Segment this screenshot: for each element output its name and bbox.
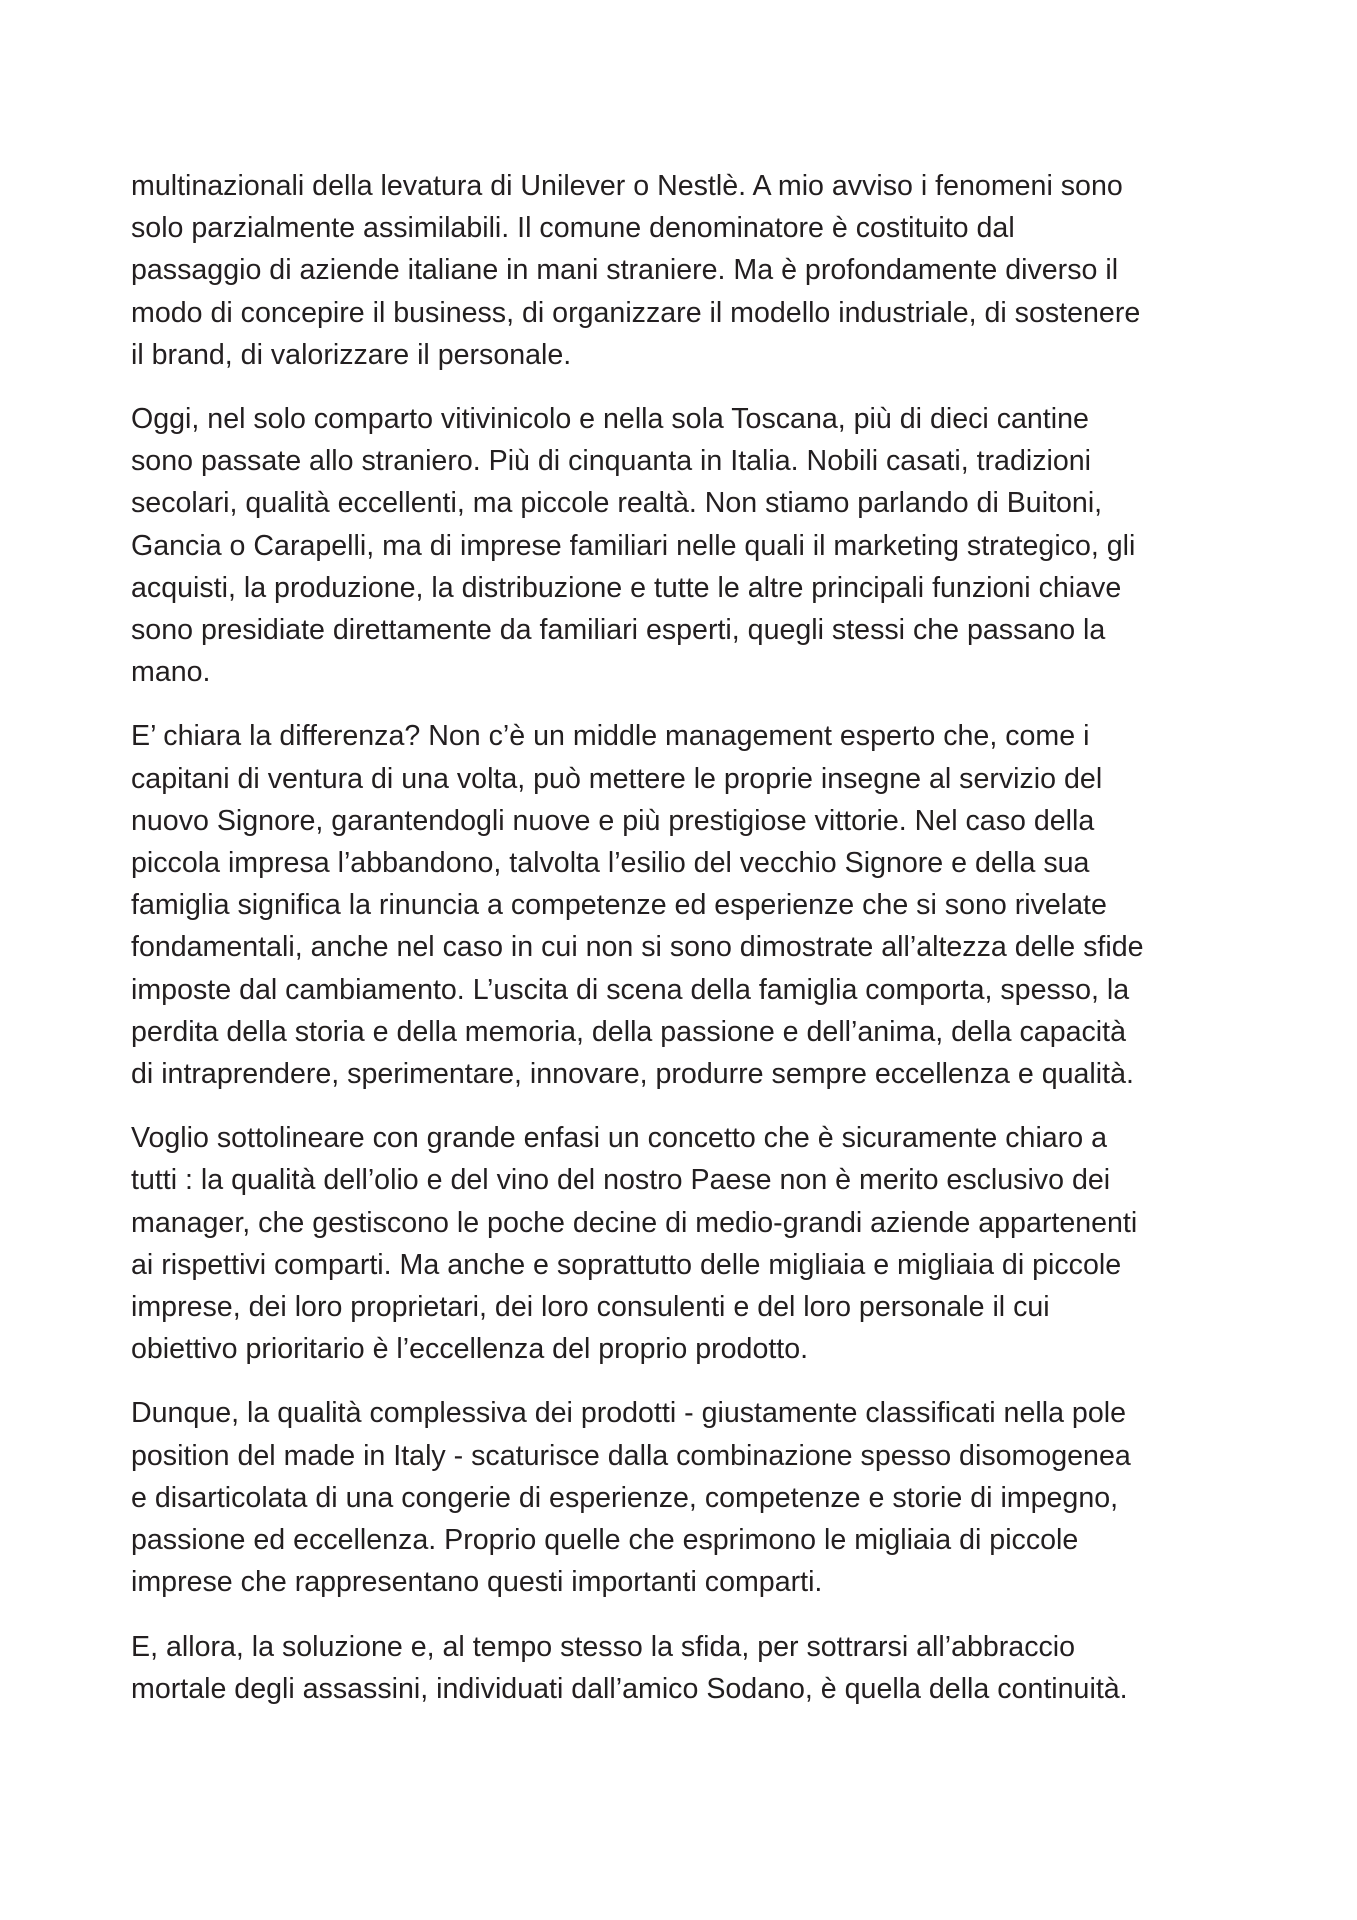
text-line: passaggio di aziende italiane in mani straniere. Ma è profondamente diverso il <box>131 254 1119 287</box>
text-line: Dunque, la qualità complessiva dei prodotti - giustamente classificati nella pole <box>131 1397 1126 1430</box>
paragraph-5 <box>131 1392 1241 1603</box>
paragraph-3 <box>131 715 1241 1095</box>
text-line: mortale degli assassini, individuati dall’amico Sodano, è quella della continuità. <box>131 1672 1128 1705</box>
text-line: modo di concepire il business, di organizzare il modello industriale, di sostenere <box>131 296 1141 329</box>
text-line: multinazionali della levatura di Unilever o Nestlè. A mio avviso i fenomeni sono <box>131 170 1123 202</box>
text-line: piccola impresa l’abbandono, talvolta l’esilio del vecchio Signore e della sua <box>131 847 1090 880</box>
paragraph-6 <box>131 1626 1241 1710</box>
text-line: imprese che rappresentano questi importanti comparti. <box>131 1566 823 1599</box>
text-line: solo parzialmente assimilabili. Il comune denominatore è costituito dal <box>131 212 1015 245</box>
text-line: manager, che gestiscono le poche decine di medio-grandi aziende appartenenti <box>131 1206 1138 1239</box>
text-line: obiettivo prioritario è l’eccellenza del proprio prodotto. <box>131 1333 809 1366</box>
text-line: E, allora, la soluzione e, al tempo stesso la sfida, per sottrarsi all’abbraccio <box>131 1630 1076 1663</box>
paragraph-2 <box>131 398 1241 693</box>
text-line: Gancia o Carapelli, ma di imprese familiari nelle quali il marketing strategico, gli <box>131 529 1136 562</box>
text-line: acquisti, la produzione, la distribuzione e tutte le altre principali funzioni chiave <box>131 571 1122 604</box>
text-line: sono presidiate direttamente da familiari esperti, quegli stessi che passano la <box>131 614 1106 647</box>
text-line: imposte dal cambiamento. L’uscita di scena della famiglia comporta, spesso, la <box>131 973 1130 1006</box>
text-line: tutti : la qualità dell’olio e del vino del nostro Paese non è merito esclusivo dei <box>131 1164 1111 1197</box>
paragraph-4 <box>131 1117 1241 1370</box>
paragraph-1 <box>131 165 1241 376</box>
text-line: secolari, qualità eccellenti, ma piccole realtà. Non stiamo parlando di Buitoni, <box>131 487 1103 520</box>
text-line: di intraprendere, sperimentare, innovare, produrre sempre eccellenza e qualità. <box>131 1058 1134 1091</box>
text-line: position del made in Italy - scaturisce dalla combinazione spesso disomogenea <box>131 1439 1131 1472</box>
text-line: Oggi, nel solo comparto vitivinicolo e nella sola Toscana, più di dieci cantine <box>131 403 1089 436</box>
document-body <box>131 165 1241 1732</box>
text-line: nuovo Signore, garantendogli nuove e più prestigiose vittorie. Nel caso della <box>131 804 1095 837</box>
text-line: capitani di ventura di una volta, può mettere le proprie insegne al servizio del <box>131 762 1103 795</box>
text-line: sono passate allo straniero. Più di cinquanta in Italia. Nobili casati, tradizioni <box>131 445 1092 478</box>
text-line: E’ chiara la differenza? Non c’è un middle management esperto che, come i <box>131 720 1090 753</box>
text-line: passione ed eccellenza. Proprio quelle che esprimono le migliaia di piccole <box>131 1524 1079 1557</box>
text-line: famiglia significa la rinuncia a competenze ed esperienze che si sono rivelate <box>131 889 1107 922</box>
text-line: Voglio sottolineare con grande enfasi un concetto che è sicuramente chiaro a <box>131 1122 1107 1155</box>
text-line: e disarticolata di una congerie di esperienze, competenze e storie di impegno, <box>131 1481 1119 1514</box>
text-line: imprese, dei loro proprietari, dei loro consulenti e del loro personale il cui <box>131 1291 1050 1324</box>
text-line: ai rispettivi comparti. Ma anche e soprattutto delle migliaia e migliaia di piccole <box>131 1248 1122 1281</box>
text-line: perdita della storia e della memoria, della passione e dell’anima, della capacità <box>131 1015 1127 1048</box>
text-line: il brand, di valorizzare il personale. <box>131 338 572 371</box>
text-line: fondamentali, anche nel caso in cui non si sono dimostrate all’altezza delle sfide <box>131 931 1144 964</box>
text-line: mano. <box>131 656 211 689</box>
